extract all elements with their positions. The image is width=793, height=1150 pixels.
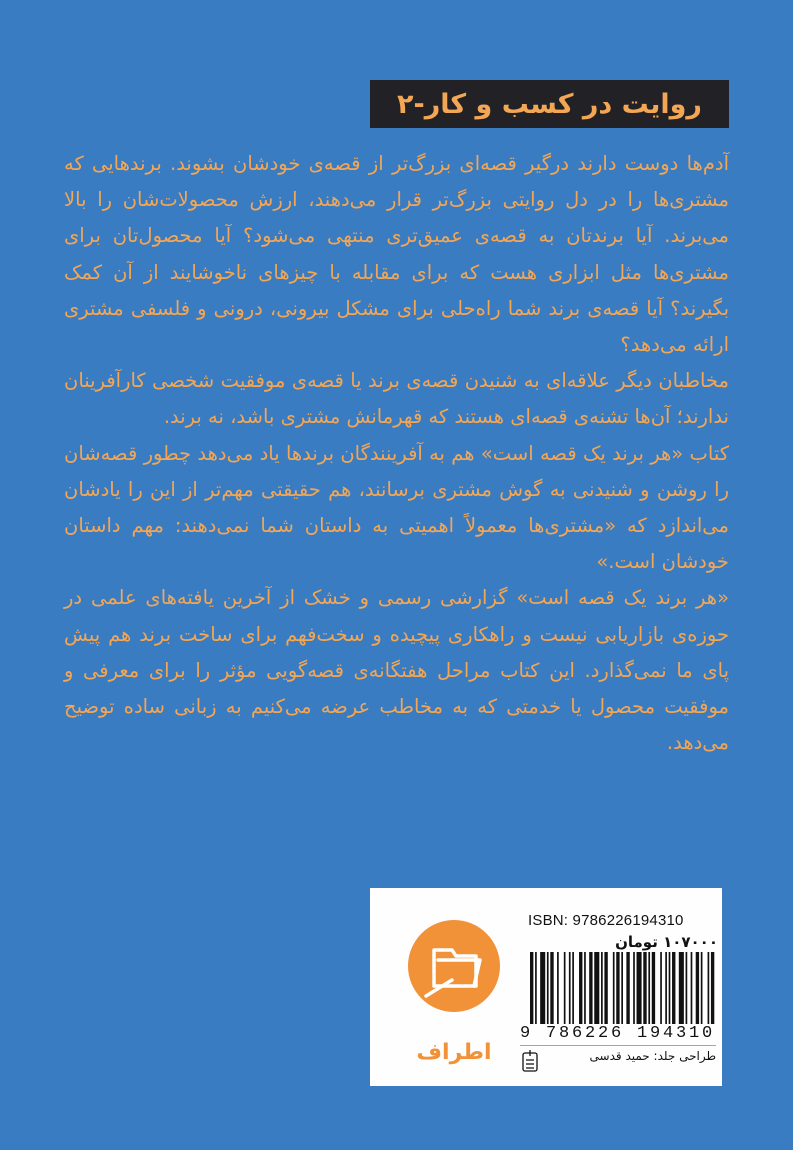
blurb-paragraph-2: مخاطبان دیگر علاقه‌ای به شنیدن قصه‌ی برند یا قصه‌ی موفقیت شخصی کارآفرینان ندارند؛ آن‌ها تشنه‌ی قصه‌ای هستند که قهرمانش مشتری باشد، نه برند. [64, 369, 729, 429]
barcode-bar [696, 952, 699, 1024]
blurb-paragraph-4: «هر برند یک قصه است» گزارشی رسمی و خشک از آخرین یافته‌های علمی در حوزه‌ی بازاریابی نیست و راهکاری پیچیده و سخت‌فهم برای ساخت برند هم پیش پای ما نمی‌گذارد. این کتاب مراحل هفتگانه‌ی قصه‌گویی مؤثر را برای معرفی و موفقیت محصول یا خدمتی که به مخاطب عرضه می‌کنیم به زبانی ساده توضیح می‌دهد. [64, 586, 729, 755]
barcode-bar [616, 952, 619, 1024]
barcode-bar [643, 952, 646, 1024]
barcode-bar [569, 952, 571, 1024]
barcode-bar [648, 952, 650, 1024]
barcode-bar [701, 952, 703, 1024]
barcode-bar [572, 952, 574, 1024]
blurb-paragraph-3: کتاب «هر برند یک قصه است» هم به آفرینندگان برندها یاد می‌دهد چطور قصه‌شان را روشن و شنیدنی به گوش مشتری برسانند، هم حقیقتی مهم‌تر از این را یادشان می‌اندازد که «مشتری‌ها معمولاً اهمیتی به داستان شما نمی‌دهند: مهم داستان خودشان است.» [64, 441, 729, 574]
barcode-bar [557, 952, 559, 1024]
barcode-bar [660, 952, 662, 1024]
barcode-digits: 9 786226 194310 [520, 1024, 716, 1043]
barcode-bar [652, 952, 655, 1024]
publisher-logo [408, 920, 500, 1012]
barcode-bar [594, 952, 599, 1024]
blurb-paragraph-1: آدم‌ها دوست دارند درگیر قصه‌ای بزرگ‌تر از قصه‌ی خودشان بشوند. برندهایی که مشتری‌ها را در دل روایتی بزرگ‌تر قرار می‌دهند، ارزش محصولات‌شان را بالا می‌برند. آیا برندتان به قصه‌ی عمیق‌تری منتهی می‌شود؟ آیا محصول‌تان برای مشتری‌ها مثل ابزاری هست که برای مقابله با چیزهای ناخوشایند از آن کمک بگیرند؟ آیا قصه‌ی برند شما راه‌حلی برای مشکل بیرونی، درونی و فلسفی مشتری ارائه می‌دهد؟ [64, 152, 729, 357]
barcode-bar [691, 952, 693, 1024]
barcode-bar [621, 952, 623, 1024]
price-text: ۱۰۷۰۰۰ تومان [615, 933, 718, 951]
barcode-bar [550, 952, 553, 1024]
publisher-name: اطراف [416, 1040, 492, 1065]
barcode-bar [679, 952, 684, 1024]
publisher-mark-icon [520, 1048, 540, 1074]
barcode-bar [686, 952, 688, 1024]
barcode-bar [708, 952, 710, 1024]
barcode-bar [535, 952, 537, 1024]
barcode-bar [637, 952, 642, 1024]
barcode-bar [665, 952, 667, 1024]
barcode [530, 952, 716, 1024]
book-title-banner [370, 80, 729, 128]
divider-line [520, 1045, 716, 1046]
designer-credit: طراحی جلد: حمید قدسی [589, 1049, 716, 1063]
barcode-bar [711, 952, 714, 1024]
barcode-bar [564, 952, 566, 1024]
barcode-bar [604, 952, 607, 1024]
barcode-bar [530, 952, 533, 1024]
barcode-bar [633, 952, 635, 1024]
barcode-bar [613, 952, 615, 1024]
folder-icon [408, 920, 500, 1012]
barcode-bar [540, 952, 545, 1024]
barcode-bar [672, 952, 675, 1024]
book-title: روایت در کسب و کار-۲ [397, 88, 702, 120]
isbn-text: ISBN: 9786226194310 [528, 912, 684, 929]
barcode-bar [547, 952, 549, 1024]
barcode-bar [584, 952, 586, 1024]
blurb-text [64, 146, 729, 761]
barcode-bar [601, 952, 603, 1024]
barcode-bar [589, 952, 592, 1024]
barcode-bar [579, 952, 582, 1024]
barcode-bar [626, 952, 629, 1024]
barcode-bar [669, 952, 671, 1024]
